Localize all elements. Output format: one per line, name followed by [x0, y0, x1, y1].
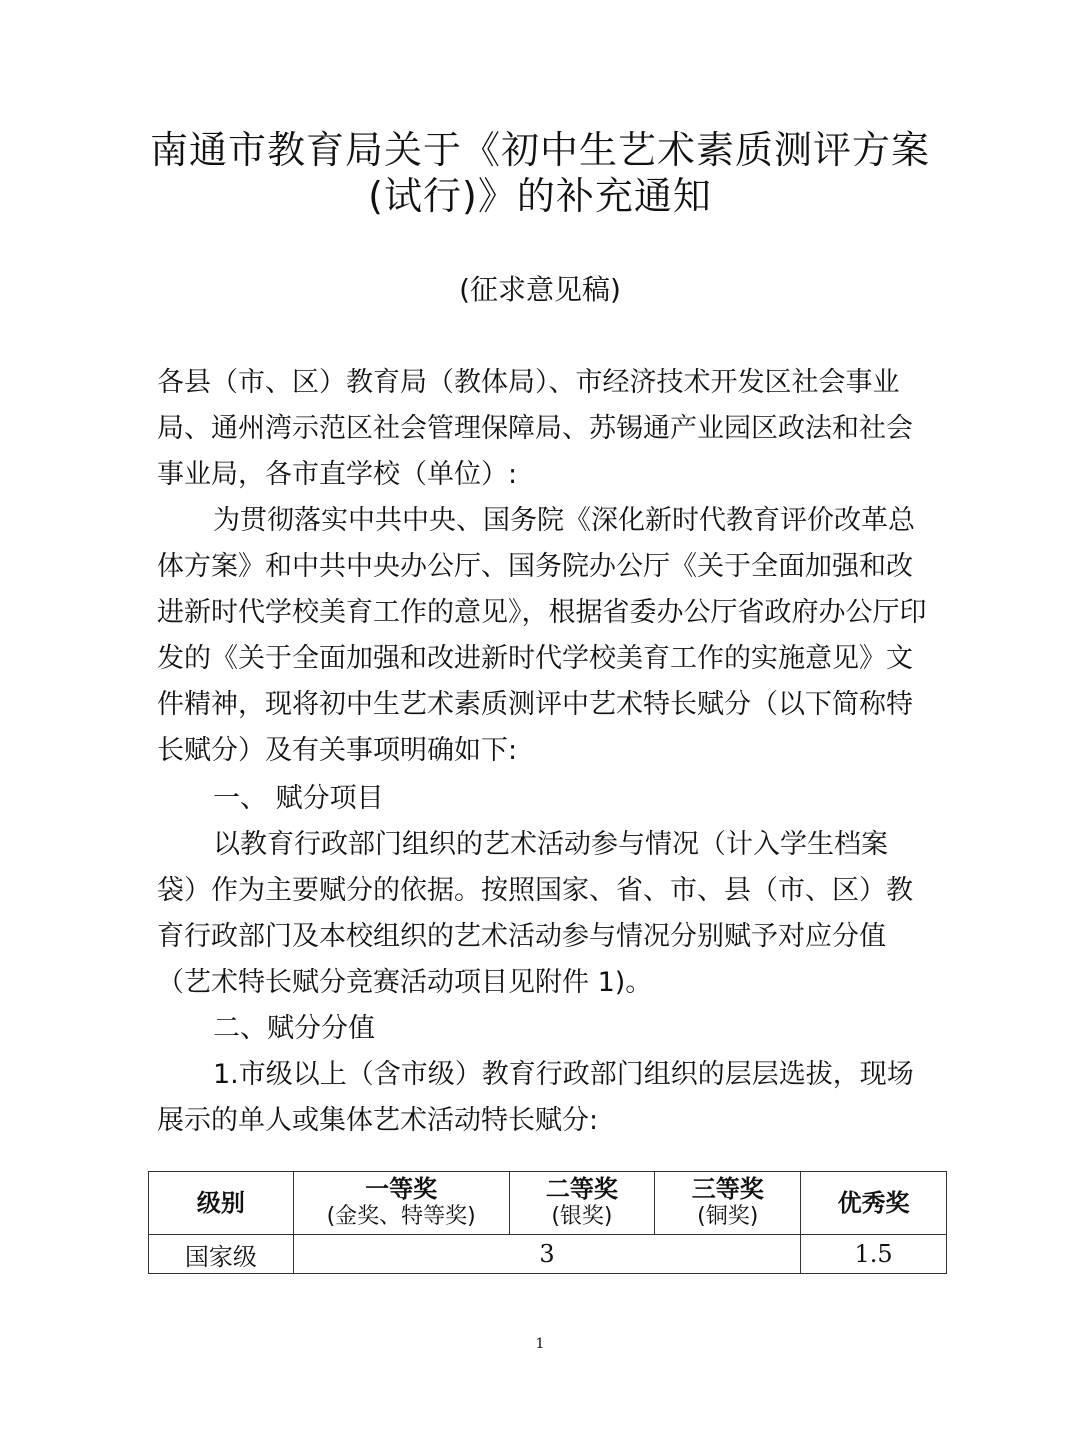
cell-excellent-score: 1.5: [801, 1235, 947, 1274]
table-header-row: [149, 1172, 947, 1235]
header-second-prize: [509, 1172, 655, 1235]
header-level: [149, 1172, 294, 1235]
header-second-prize-sub: (银奖): [551, 1204, 613, 1229]
score-table: [148, 1171, 947, 1274]
header-first-prize-label: 一等奖: [365, 1175, 438, 1203]
scoring-items-paragraph: 以教育行政部门组织的艺术活动参与情况（计入学生档案袋）作为主要赋分的依据。按照国家、省、市、县（市、区）教育行政部门及本校组织的艺术活动参与情况分别赋予对应分值（艺术特长赋分竞赛活动项目见附件 1)。: [157, 829, 913, 998]
cell-level: 国家级: [149, 1235, 294, 1274]
page-number: 1: [535, 1336, 545, 1352]
document-title-line-2: (试行)》的补充通知: [368, 174, 712, 218]
intro-paragraph: 为贯彻落实中共中央、国务院《深化新时代教育评价改革总体方案》和中共中央办公厅、国务院办公厅《关于全面加强和改进新时代学校美育工作的意见》，根据省委办公厅省政府办公厅印发的《关于全面加强和改进新时代学校美育工作的实施意见》文件精神，现将初中生艺术素质测评中艺术特长赋分（以下简称特长赋分）及有关事项明确如下:: [157, 505, 927, 766]
table-row: [149, 1235, 947, 1274]
header-level-label: 级别: [196, 1189, 245, 1217]
cell-prize-score: 3: [293, 1235, 800, 1274]
header-first-prize-sub: (金奖、特等奖): [326, 1204, 476, 1229]
header-third-prize-sub: (铜奖): [697, 1204, 759, 1229]
header-excellent-prize: [801, 1172, 947, 1235]
header-third-prize-label: 三等奖: [691, 1175, 764, 1203]
section-heading-score-values: 二、赋分分值: [213, 1013, 375, 1044]
addressee-paragraph: 各县（市、区）教育局（教体局）、市经济技术开发区社会事业局、通州湾示范区社会管理保障局、苏锡通产业园区政法和社会事业局，各市直学校（单位）:: [157, 367, 913, 490]
header-first-prize: [293, 1172, 509, 1235]
header-third-prize: [655, 1172, 801, 1235]
header-excellent-prize-label: 优秀奖: [837, 1189, 910, 1217]
header-second-prize-label: 二等奖: [545, 1175, 618, 1203]
score-values-paragraph: 1.市级以上（含市级）教育行政部门组织的层层选拔，现场展示的单人或集体艺术活动特长赋分:: [157, 1059, 914, 1136]
section-heading-scoring-items: 一、 赋分项目: [213, 783, 384, 814]
document-subtitle: (征求意见稿): [459, 273, 621, 306]
document-title-line-1: 南通市教育局关于《初中生艺术素质测评方案: [149, 128, 930, 172]
